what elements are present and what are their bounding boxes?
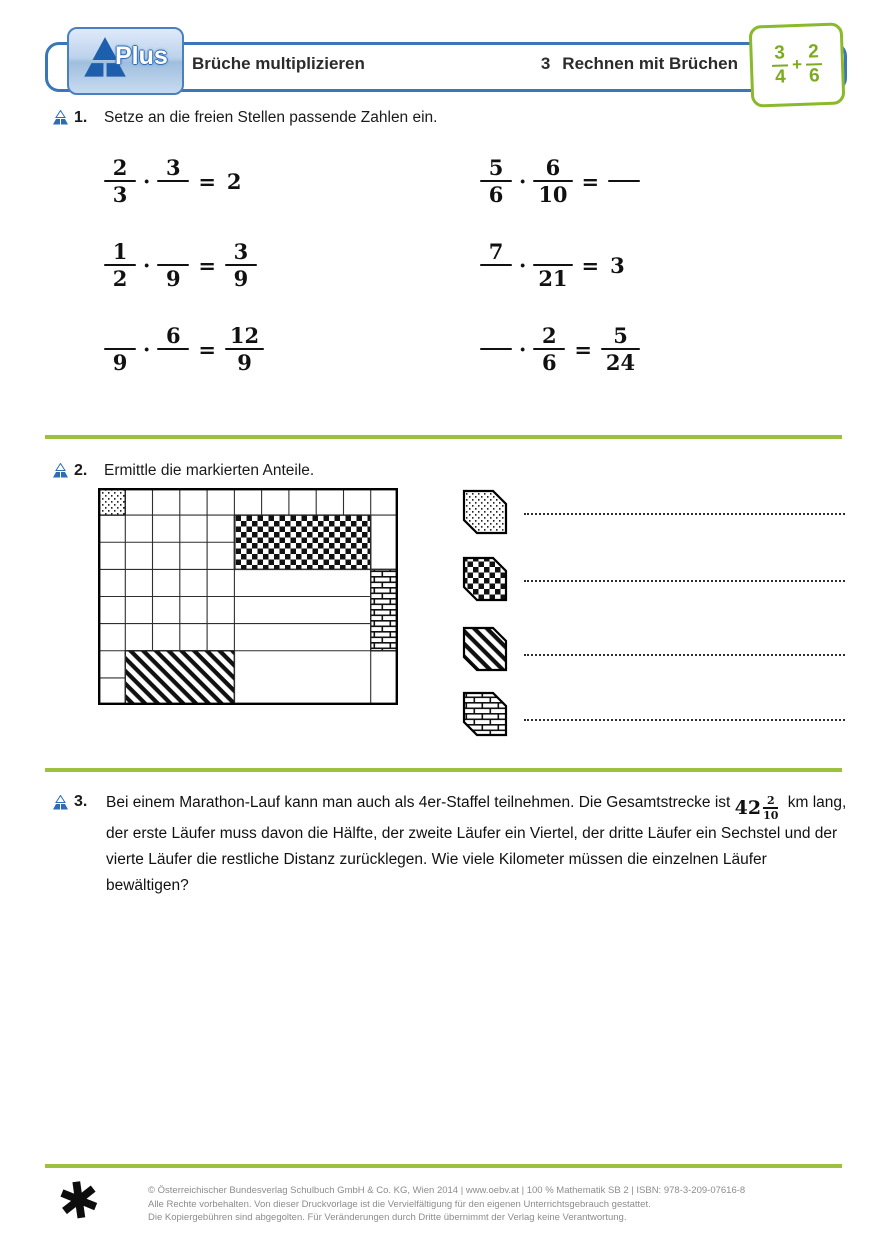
mixed-denominator: 10: [763, 808, 779, 822]
mixed-number: [735, 795, 779, 822]
multiply-dot: ·: [519, 336, 527, 362]
blank-denominator: [161, 183, 185, 206]
dotted-region: [98, 488, 125, 515]
task3-number: 3.: [74, 793, 88, 810]
fraction: [480, 240, 512, 291]
numerator: 6: [545, 154, 561, 180]
denominator: 21: [538, 266, 568, 292]
fraction-bar: [608, 180, 640, 183]
mixed-numerator: 2: [766, 793, 775, 807]
footer-copyright: [148, 1184, 868, 1225]
diagonal-stripes-pattern-icon: [462, 626, 508, 672]
multiply-dot: ·: [519, 168, 527, 194]
note-fraction-2: [805, 42, 823, 87]
fraction: [157, 156, 189, 207]
equals-sign: =: [581, 168, 600, 194]
denominator: 6: [542, 350, 557, 376]
fraction: [157, 324, 189, 375]
fraction-equation: [104, 156, 480, 207]
equals-sign: =: [581, 252, 600, 278]
numerator: 2: [542, 322, 557, 348]
fraction-equation: [480, 240, 820, 291]
fraction: [157, 240, 189, 291]
section-divider: [45, 1164, 842, 1168]
numerator: 3: [166, 154, 181, 180]
fraction-equation: [480, 324, 820, 375]
result-fraction: [225, 240, 257, 291]
fraction: [533, 156, 572, 207]
numerator: 3: [233, 238, 249, 264]
multiply-dot: ·: [143, 336, 151, 362]
fraction-bar: [157, 180, 189, 183]
note-f2-denominator: 6: [808, 65, 821, 87]
task3-text-before: Bei einem Marathon-Lauf kann man auch als 4er-Staffel teilnehmen. Die Gesamtstrecke ist: [106, 794, 731, 811]
task3-text: [106, 790, 848, 899]
brick-pattern-icon: [462, 691, 508, 737]
result-fraction: [601, 324, 640, 375]
blank-numerator: [484, 324, 508, 347]
task-triangle-icon: [52, 463, 69, 478]
mixed-whole: 42: [734, 797, 762, 819]
numerator: 1: [112, 238, 128, 264]
blank-numerator: [612, 156, 636, 179]
legend-item: [462, 626, 845, 673]
numerator: 5: [488, 154, 504, 180]
task1-equations: [104, 139, 820, 391]
denominator: 6: [488, 182, 504, 208]
task1-number: 1.: [74, 109, 88, 126]
equals-sign: =: [198, 168, 216, 194]
result-whole: 3: [610, 252, 625, 278]
blank-denominator: [484, 267, 508, 290]
blank-denominator: [161, 351, 185, 374]
multiply-dot: ·: [143, 168, 151, 194]
fraction-bar: [157, 348, 189, 351]
publisher-asterisk-icon: ✱: [54, 1170, 104, 1232]
blank-denominator: [484, 351, 508, 374]
blank-denominator: [612, 183, 636, 206]
publisher-plus-logo: [67, 27, 184, 95]
result-whole: 2: [226, 168, 242, 194]
note-f1-numerator: 3: [773, 42, 786, 64]
denominator: 24: [605, 350, 636, 376]
answer-line: [524, 580, 845, 582]
checkerboard-region: [234, 515, 370, 569]
note-f2-numerator: 2: [807, 41, 820, 63]
denominator: 9: [233, 266, 249, 292]
handwritten-fraction-note: [749, 22, 846, 107]
fraction: [533, 324, 565, 375]
fraction: [104, 156, 136, 207]
diagonal-region: [125, 651, 234, 704]
denominator: 3: [112, 182, 128, 208]
numerator: 6: [166, 322, 181, 348]
fraction-bar: [480, 348, 512, 351]
fraction-bar: [480, 264, 512, 267]
fraction: [533, 240, 572, 291]
fraction-equation: [104, 240, 480, 291]
answer-line: [524, 654, 845, 656]
equals-sign: =: [198, 252, 216, 278]
legend-item: [462, 691, 845, 738]
section-divider: [45, 435, 842, 439]
multiply-dot: ·: [519, 252, 527, 278]
multiply-dot: ·: [143, 252, 151, 278]
task-triangle-icon: [52, 110, 69, 125]
denominator: 2: [112, 266, 128, 292]
blank-result-fraction: [608, 156, 640, 207]
task2-instruction: Ermittle die markierten Anteile.: [104, 462, 315, 479]
brick-region: [371, 569, 397, 650]
equals-sign: =: [574, 336, 592, 362]
dots-pattern-icon: [462, 489, 508, 535]
checkerboard-pattern-icon: [462, 556, 508, 602]
footer-line-1: © Österreichischer Bundesverlag Schulbuch GmbH & Co. KG, Wien 2014 | www.oebv.at | 100 % Mathematik SB 2 | ISBN: 978-3-209-07616-8: [148, 1185, 746, 1196]
chapter-heading: [541, 54, 738, 74]
task1-instruction: Setze an die freien Stellen passende Zahlen ein.: [104, 109, 438, 126]
logo-plus-label: Plus: [115, 42, 168, 70]
chapter-number: 3: [540, 54, 551, 73]
task3-text-after: km lang, der erste Läufer muss davon die Hälfte, der zweite Läufer ein Viertel, der dritte Läufer ein Sechstel und der vierte Läufer die restliche Distanz zurücklegen. Wie viele Kilometer müssen die einzelnen Läufer bewältigen?: [106, 794, 847, 895]
footer-line-3: Die Kopiergebühren sind abgegolten. Für Veränderungen durch Dritte übernimmt der Verlag keine Verantwortung.: [148, 1212, 627, 1223]
task-triangle-icon: [52, 795, 69, 810]
page-title: Brüche multiplizieren: [192, 54, 365, 73]
numerator: 5: [613, 322, 628, 348]
footer-line-2: Alle Rechte vorbehalten. Von dieser Druckvorlage ist die Vervielfältigung für den eigenen Unterrichtsgebrauch gestattet.: [148, 1198, 651, 1210]
blank-fraction: [480, 324, 512, 375]
task2-number: 2.: [74, 462, 88, 479]
denominator: 9: [112, 350, 128, 376]
note-fraction-1: [771, 43, 789, 88]
denominator: 9: [166, 266, 181, 292]
equals-sign: =: [198, 336, 216, 362]
answer-line: [524, 513, 845, 515]
fraction: [104, 240, 136, 291]
numerator: 7: [488, 238, 504, 264]
legend-item: [462, 556, 845, 603]
chapter-title: Rechnen mit Brüchen: [562, 54, 738, 73]
fraction-grid-figure: [98, 488, 398, 705]
fraction: [104, 324, 136, 375]
section-divider: [45, 768, 842, 772]
blank-numerator: [108, 324, 132, 347]
numerator: 2: [112, 154, 128, 180]
blank-numerator: [541, 240, 565, 263]
note-plus-sign: +: [791, 54, 803, 75]
fraction: [480, 156, 512, 207]
fraction-equation: [104, 324, 480, 375]
blank-numerator: [161, 240, 185, 263]
denominator: 9: [237, 350, 252, 376]
result-fraction: [225, 324, 264, 375]
answer-line: [524, 719, 845, 721]
note-f1-denominator: 4: [774, 66, 787, 89]
numerator: 12: [229, 322, 260, 348]
fraction-equation: [480, 156, 820, 207]
denominator: 10: [538, 182, 568, 208]
legend-item: [462, 489, 845, 536]
